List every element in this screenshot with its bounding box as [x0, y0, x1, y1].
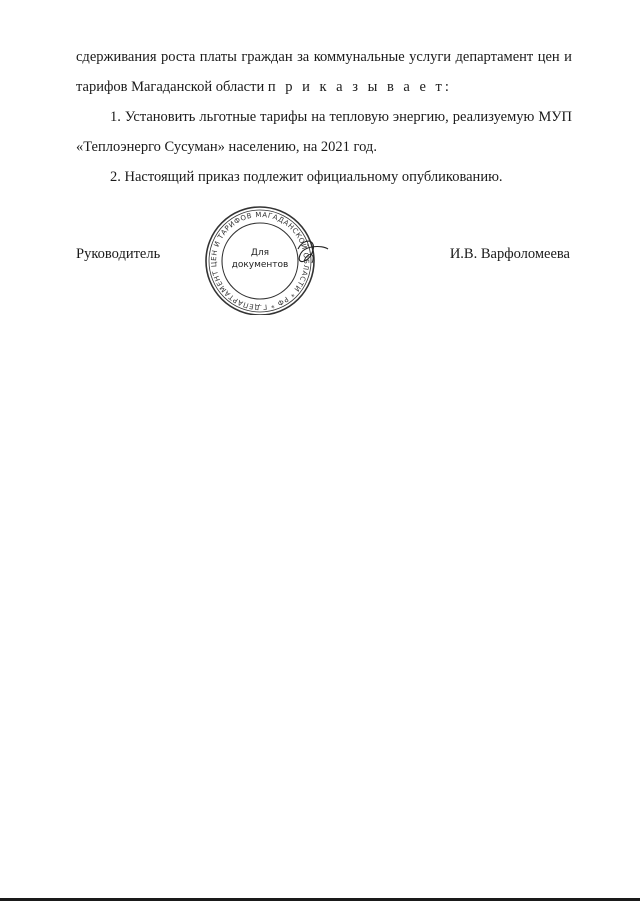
item-1-line-1 — [76, 106, 576, 129]
item-1-line-2: «Теплоэнерго Сусуман» населению, на 2021 год. — [76, 139, 377, 155]
document-body — [76, 46, 576, 189]
paragraph-1-line-1-word: граждан — [241, 49, 293, 65]
item-1-line-1-words — [110, 106, 572, 129]
item-1-line-1-word: тепловую — [329, 109, 389, 125]
paragraph-1-line-2-end: : — [444, 79, 449, 95]
page-bottom-rule — [0, 898, 640, 901]
paragraph-1-line-2-start: тарифов Магаданской области — [76, 79, 268, 95]
paragraph-1-line-1-word: департамент — [455, 49, 534, 65]
signature-title: Руководитель — [76, 246, 161, 262]
item-1-line-1-word: тарифы — [260, 109, 308, 125]
item-1-line-1-word: реализуемую — [452, 109, 535, 125]
paragraph-1-line-1-word: цен — [537, 49, 560, 65]
paragraph-1-line-1-word: роста — [161, 49, 196, 65]
paragraph-1-line-1-word: за — [297, 49, 310, 65]
item-1-line-1-word: на — [311, 109, 326, 125]
item-1-line-1-word: МУП — [538, 109, 572, 125]
item-2: 2. Настоящий приказ подлежит официальному опубликованию. — [110, 169, 503, 185]
paragraph-1-line-2 — [76, 76, 576, 99]
signature-name: И.В. Варфоломеева — [449, 246, 570, 262]
stamp-center-line-2: документов — [231, 260, 289, 270]
stamp-center-line-1: Для — [250, 248, 270, 258]
item-1-line-1-word: льготные — [199, 109, 257, 125]
paragraph-1-line-1-word: платы — [199, 49, 237, 65]
item-1-line-1-word: энергию, — [392, 109, 449, 125]
stamp-graphic — [200, 205, 330, 315]
stamp-ring-text — [200, 205, 310, 311]
paragraph-1-line-1 — [76, 46, 572, 69]
prikazyvaet-spaced: п р и к а з ы в а е т — [267, 79, 445, 95]
item-1-line-1-word: 1. — [110, 109, 121, 125]
paragraph-1-line-1-word: коммунальные — [313, 49, 405, 65]
paragraph-1-line-1-word: и — [564, 49, 572, 65]
official-stamp — [200, 205, 330, 315]
item-1-line-1-word: Установить — [124, 109, 196, 125]
paragraph-1-line-1-word: сдерживания — [76, 49, 157, 65]
paragraph-1-line-1-word: услуги — [409, 49, 452, 65]
stamp-ring-textpath: ДЕПАРТАМЕНТ ЦЕН И ТАРИФОВ МАГАДАНСКОЙ ОБЛАСТИ * РФ * Г. — [209, 210, 311, 312]
